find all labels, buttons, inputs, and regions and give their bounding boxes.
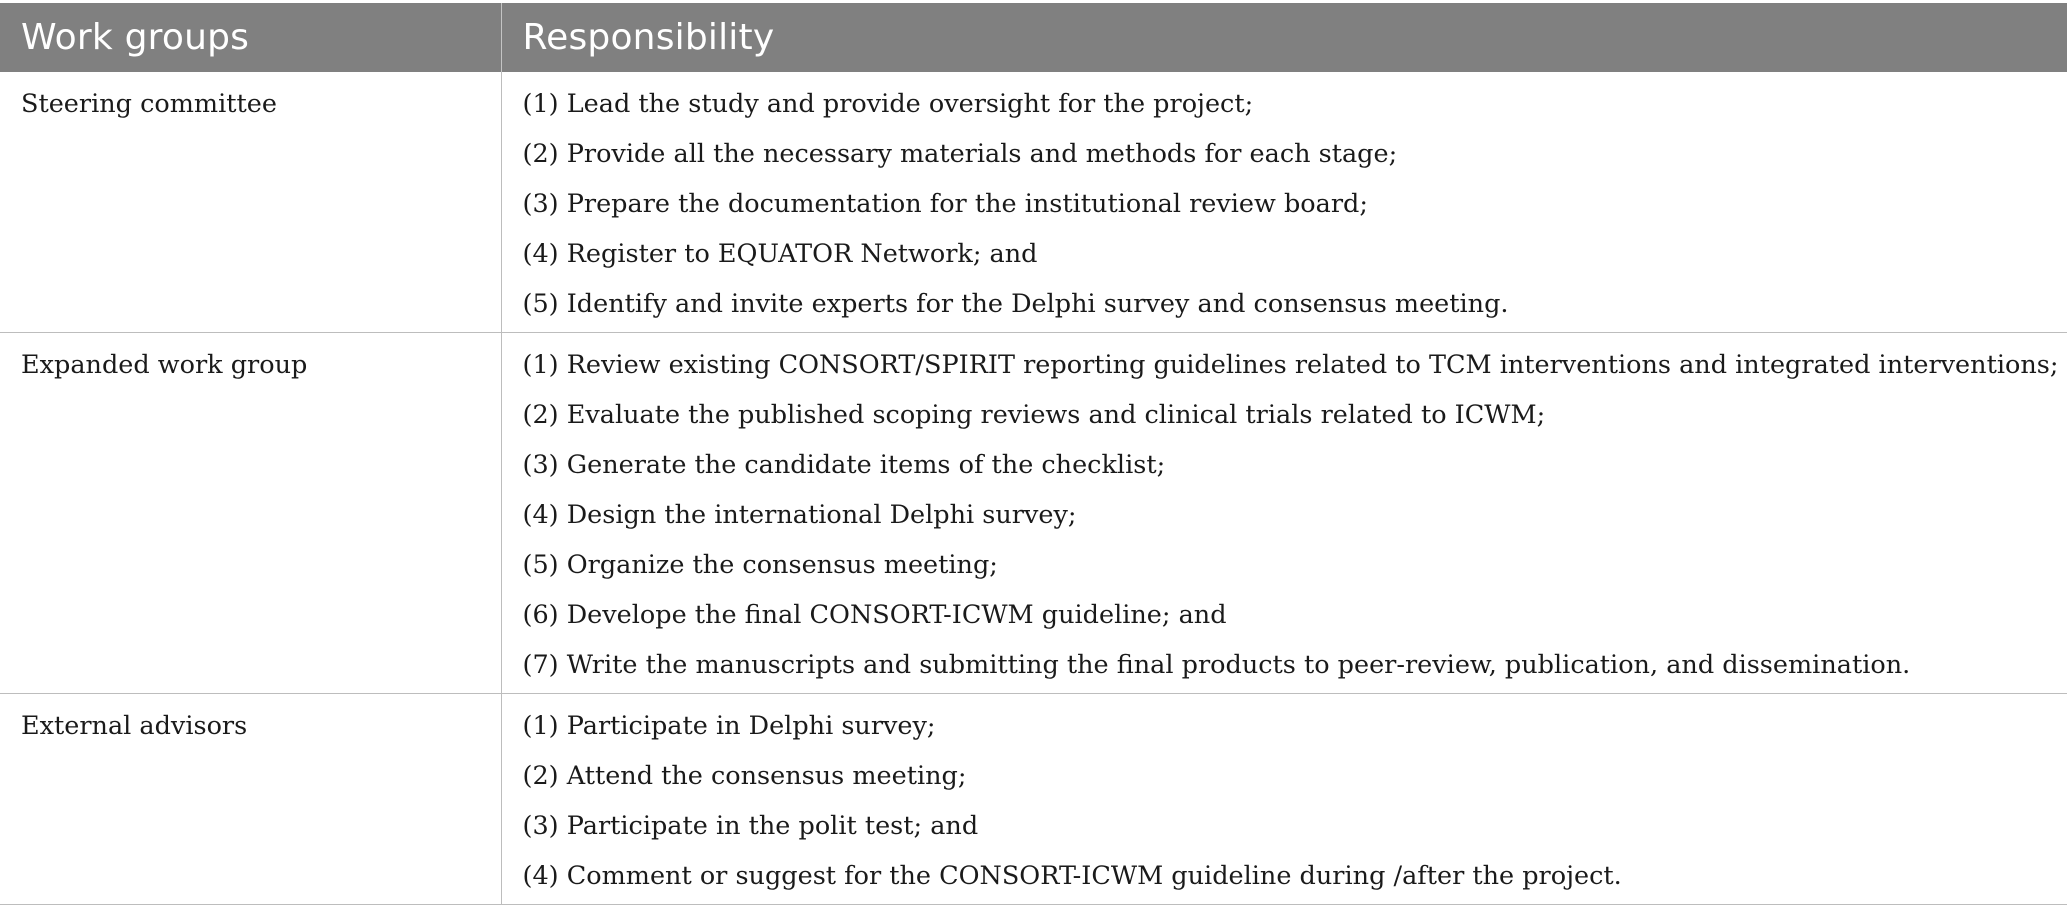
table-row xyxy=(0,333,2067,694)
responsibility-cell xyxy=(501,72,2067,333)
responsibility-item: (2) Evaluate the published scoping reviews and clinical trials related to ICWM; xyxy=(522,400,1546,430)
table-row xyxy=(0,694,2067,905)
responsibility-item: (3) Prepare the documentation for the institutional review board; xyxy=(522,189,1368,219)
group-cell-steering-committee: Steering committee xyxy=(0,72,501,333)
responsibility-item: (5) Identify and invite experts for the Delphi survey and consensus meeting. xyxy=(522,289,1509,319)
responsibility-cell xyxy=(501,694,2067,905)
group-cell-external-advisors: External advisors xyxy=(0,694,501,905)
responsibility-item: (1) Review existing CONSORT/SPIRIT reporting guidelines related to TCM interventions and integrated interventions; xyxy=(522,350,2059,380)
group-cell-expanded-work-group: Expanded work group xyxy=(0,333,501,694)
table-header-row xyxy=(0,3,2067,72)
work-groups-table xyxy=(0,3,2067,905)
header-responsibility: Responsibility xyxy=(501,3,2067,72)
responsibility-item: (1) Participate in Delphi survey; xyxy=(522,711,936,741)
responsibility-item: (1) Lead the study and provide oversight for the project; xyxy=(522,89,1254,119)
responsibility-item: (4) Comment or suggest for the CONSORT-ICWM guideline during /after the project. xyxy=(522,861,1622,891)
responsibility-item: (4) Register to EQUATOR Network; and xyxy=(522,239,1038,269)
responsibility-item: (3) Participate in the polit test; and xyxy=(522,811,979,841)
table-row xyxy=(0,72,2067,333)
header-work-groups: Work groups xyxy=(0,3,501,72)
responsibility-cell xyxy=(501,333,2067,694)
responsibility-item: (4) Design the international Delphi survey; xyxy=(522,500,1077,530)
responsibility-item: (5) Organize the consensus meeting; xyxy=(522,550,998,580)
responsibility-item: (2) Provide all the necessary materials and methods for each stage; xyxy=(522,139,1398,169)
responsibility-item: (6) Develope the final CONSORT-ICWM guideline; and xyxy=(522,600,1227,630)
responsibility-item: (2) Attend the consensus meeting; xyxy=(522,761,967,791)
responsibility-item: (3) Generate the candidate items of the checklist; xyxy=(522,450,1166,480)
responsibility-item: (7) Write the manuscripts and submitting the final products to peer-review, publication, and dissemination. xyxy=(522,650,1911,680)
